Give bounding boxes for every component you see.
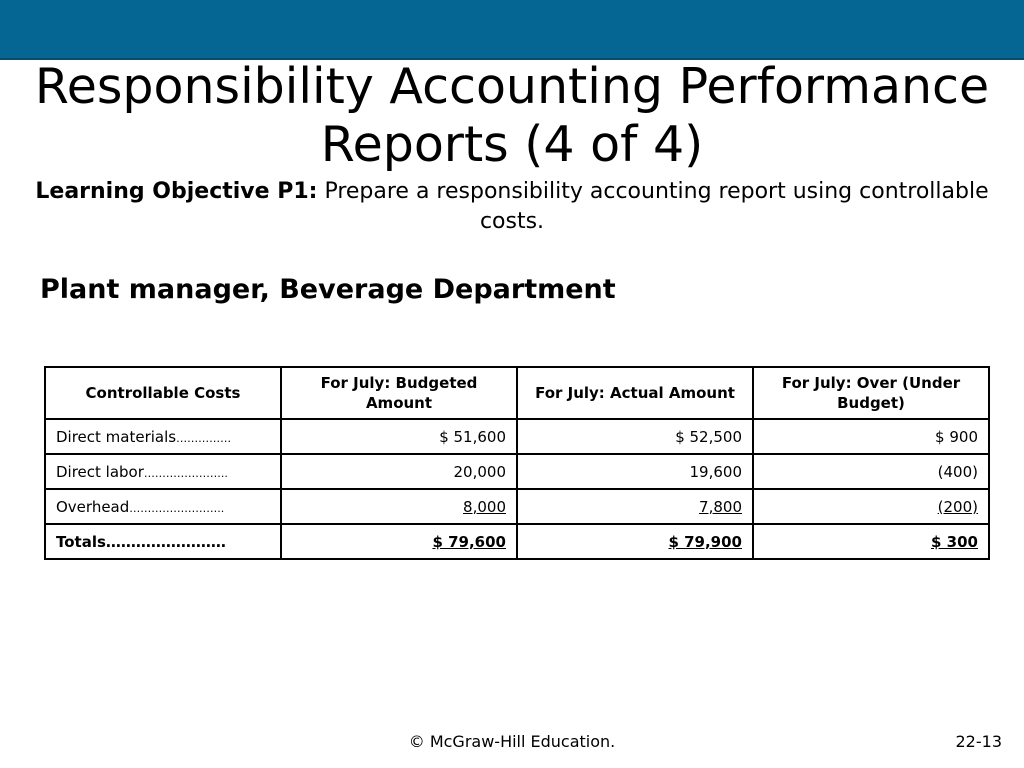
header-budgeted: For July: Budgeted Amount (281, 367, 517, 419)
budgeted-value: 8,000 (463, 497, 506, 516)
variance-value: (400) (753, 454, 989, 489)
actual-value: 7,800 (699, 497, 742, 516)
table-header-row (45, 367, 989, 419)
budgeted-value: $ 51,600 (281, 419, 517, 454)
variance-value: $ 900 (753, 419, 989, 454)
table-row (45, 454, 989, 489)
footer-page-number: 22-13 (955, 732, 1002, 751)
total-budgeted-cell (281, 524, 517, 559)
budgeted-value-cell (281, 489, 517, 524)
leader-dots: …………………….. (129, 501, 225, 515)
row-label: Direct materials (56, 427, 177, 446)
total-actual: $ 79,900 (668, 532, 742, 551)
top-banner-bar (0, 0, 1024, 60)
variance-value: (200) (937, 497, 978, 516)
actual-value: 19,600 (517, 454, 753, 489)
objective-text: Prepare a responsibility accounting report using controllable costs. (317, 179, 989, 234)
totals-label: Totals…………………… (45, 524, 281, 559)
controllable-costs-table (44, 366, 990, 560)
variance-value-cell (753, 489, 989, 524)
total-variance: $ 300 (931, 532, 978, 551)
row-label-cell (45, 454, 281, 489)
learning-objective (20, 177, 1004, 237)
leader-dots: ………………….. (143, 466, 228, 480)
objective-label: Learning Objective P1: (35, 179, 318, 204)
budgeted-value: 20,000 (281, 454, 517, 489)
slide-title (0, 58, 1024, 174)
row-label-cell (45, 419, 281, 454)
header-actual: For July: Actual Amount (517, 367, 753, 419)
leader-dots: …………… (176, 431, 232, 445)
title-line-2: Reports (4 of 4) (320, 116, 704, 173)
table-row (45, 419, 989, 454)
total-variance-cell (753, 524, 989, 559)
actual-value-cell (517, 489, 753, 524)
section-heading: Plant manager, Beverage Department (40, 274, 616, 305)
row-label: Direct labor (56, 462, 144, 481)
row-label-cell (45, 489, 281, 524)
totals-row (45, 524, 989, 559)
table-row (45, 489, 989, 524)
header-controllable-costs: Controllable Costs (45, 367, 281, 419)
total-budgeted: $ 79,600 (432, 532, 506, 551)
actual-value: $ 52,500 (517, 419, 753, 454)
footer-copyright: © McGraw-Hill Education. (408, 732, 616, 751)
title-line-1: Responsibility Accounting Performance (34, 58, 990, 115)
row-label: Overhead (56, 497, 130, 516)
header-over-under: For July: Over (Under Budget) (753, 367, 989, 419)
total-actual-cell (517, 524, 753, 559)
